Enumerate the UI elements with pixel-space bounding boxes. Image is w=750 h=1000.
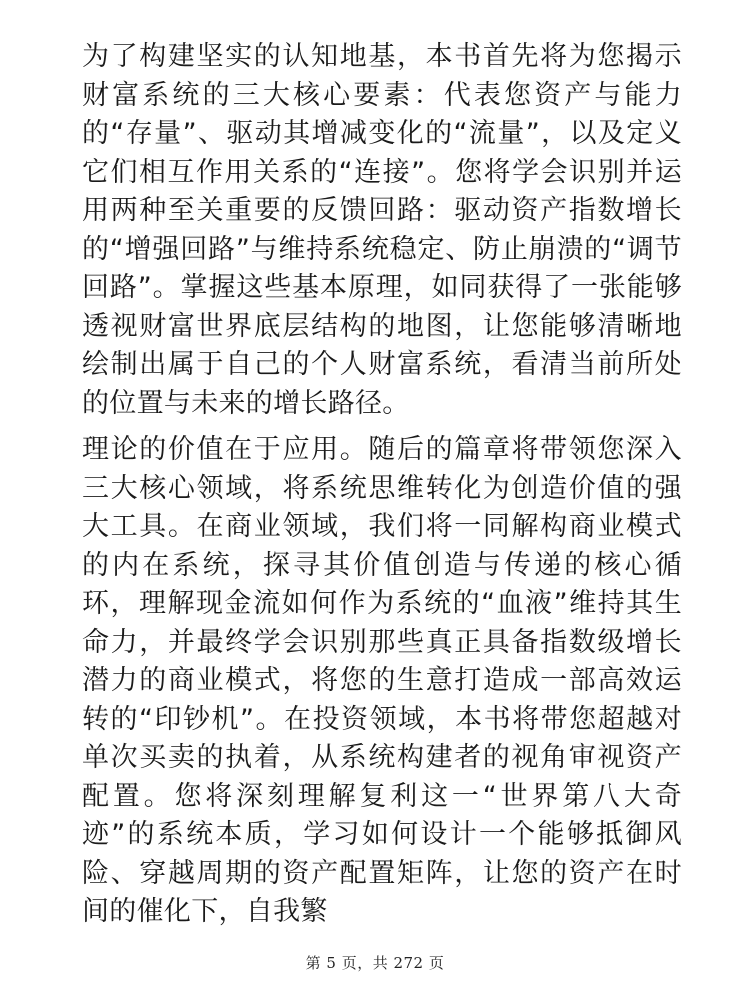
- page-content: [82, 38, 682, 940]
- paragraph-1: 为了构建坚实的认知地基，本书首先将为您揭示财富系统的三大核心要素：代表您资产与能力的“存量”、驱动其增减变化的“流量”，以及定义它们相互作用关系的“连接”。您将学会识别并运用两种至关重要的反馈回路：驱动资产指数增长的“增强回路”与维持系统稳定、防止崩溃的“调节回路”。掌握这些基本原理，如同获得了一张能够透视财富世界底层结构的地图，让您能够清晰地绘制出属于自己的个人财富系统，看清当前所处的位置与未来的增长路径。: [82, 41, 682, 419]
- paragraph-2: 理论的价值在于应用。随后的篇章将带领您深入三大核心领域，将系统思维转化为创造价值的强大工具。在商业领域，我们将一同解构商业模式的内在系统，探寻其价值创造与传递的核心循环，理解现金流如何作为系统的“血液”维持其生命力，并最终学会识别那些真正具备指数级增长潜力的商业模式，将您的生意打造成一部高效运转的“印钞机”。在投资领域，本书将带您超越对单次买卖的执着，从系统构建者的视角审视资产配置。您将深刻理解复利这一“世界第八大奇迹”的系统本质，学习如何设计一个能够抵御风险、穿越周期的资产配置矩阵，让您的资产在时间的催化下，自我繁: [82, 434, 682, 927]
- page-number-footer: 第 5 页，共 272 页: [305, 954, 445, 972]
